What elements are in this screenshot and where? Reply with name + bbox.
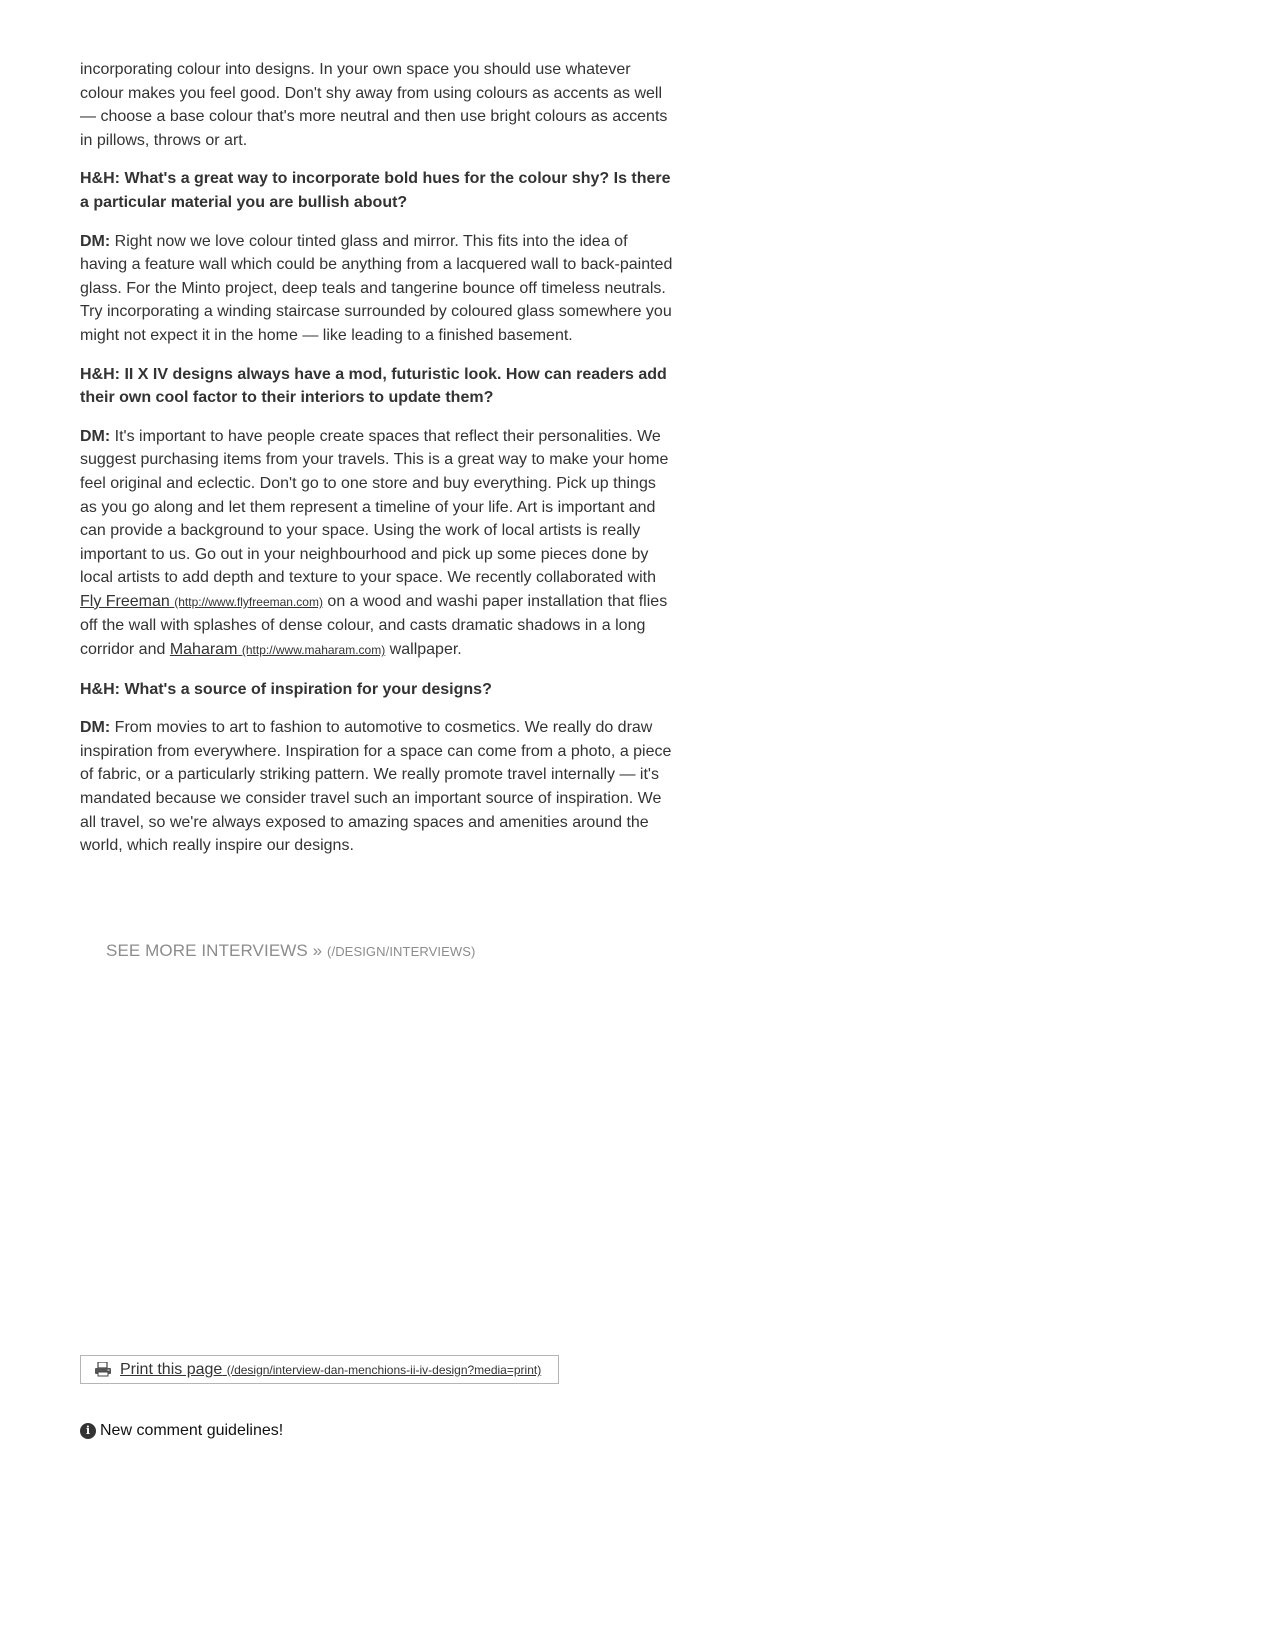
speaker-label: DM: <box>80 232 111 250</box>
speaker-label: DM: <box>80 719 111 737</box>
printer-icon <box>94 1362 112 1377</box>
answer-text: From movies to art to fashion to automotive to cosmetics. We really do draw inspiration from everywhere. Inspiration for a space can come from a photo, a piece of fabric, or a particularly striking pattern. We really promote travel internally — it's mandated because we consider travel such an important source of inspiration. We all travel, so we're always exposed to amazing spaces and amenities around the world, which really inspire our designs. <box>80 719 672 855</box>
link-url: (http://www.flyfreeman.com) <box>174 594 323 609</box>
maharam-link[interactable] <box>170 641 385 658</box>
link-label: Maharam <box>169 641 238 659</box>
answer-text: Right now we love colour tinted glass and mirror. This fits into the idea of having a feature wall which could be anything from a lacquered wall to back-painted glass. For the Minto project, deep teals and tangerine bounce off timeless neutrals. Try incorporating a winding staircase surrounded by coloured glass somewhere you might not expect it in the home — like leading to a finished basement. <box>80 232 673 344</box>
see-more-label: SEE MORE INTERVIEWS » <box>106 941 323 960</box>
print-label: Print this page <box>120 1361 223 1378</box>
see-more-url: (/DESIGN/INTERVIEWS) <box>327 944 476 959</box>
print-url: (/design/interview-dan-menchions-ii-iv-design?media=print) <box>226 1363 542 1377</box>
link-label: Fly Freeman <box>80 592 170 610</box>
answer-text: It's important to have people create spaces that reflect their personalities. We suggest purchasing items from your travels. This is a great way to make your home feel original and eclectic. Don't go to one store and buy everything. Pick up things as you go along and let them represent a timeline of your life. Art is important and can provide a background to your space. Using the work of local artists is really important to us. Go out in your neighbourhood and pick up some pieces done by local artists to add depth and texture to your space. We recently collaborated with <box>80 427 669 587</box>
speaker-label: DM: <box>80 427 111 445</box>
print-page-box <box>80 1355 559 1384</box>
article-body <box>80 58 676 873</box>
question-bold-hues: H&H: What's a great way to incorporate bold hues for the colour shy? Is there a particular material you are bullish about? <box>80 170 671 211</box>
see-more-interviews-link[interactable] <box>106 941 475 961</box>
comment-guidelines-label: New comment guidelines! <box>100 1422 284 1439</box>
answer-text: on a wood and washi paper installation that flies off the wall with splashes of dense colour, and casts dramatic shadows in a long corridor and <box>80 592 668 659</box>
question-inspiration: H&H: What's a source of inspiration for your designs? <box>80 680 492 698</box>
question-cool-factor: H&H: II X IV designs always have a mod, futuristic look. How can readers add their own cool factor to their interiors to update them? <box>80 365 667 407</box>
answer-inspiration <box>80 716 676 858</box>
fly-freeman-link[interactable] <box>80 593 323 610</box>
link-url: (http://www.maharam.com) <box>241 643 386 658</box>
answer-text: wallpaper. <box>385 641 462 659</box>
answer-cool-factor <box>80 425 676 663</box>
comment-guidelines[interactable] <box>80 1422 283 1440</box>
print-page-link[interactable] <box>120 1361 541 1379</box>
answer-bold-hues <box>80 230 676 348</box>
paragraph-answer-colour: incorporating colour into designs. In your own space you should use whatever colour makes you feel good. Don't shy away from using colours as accents as well — choose a base colour that's more neutral and then use bright colours as accents in pillows, throws or art. <box>80 61 668 149</box>
info-icon: i <box>80 1423 96 1439</box>
